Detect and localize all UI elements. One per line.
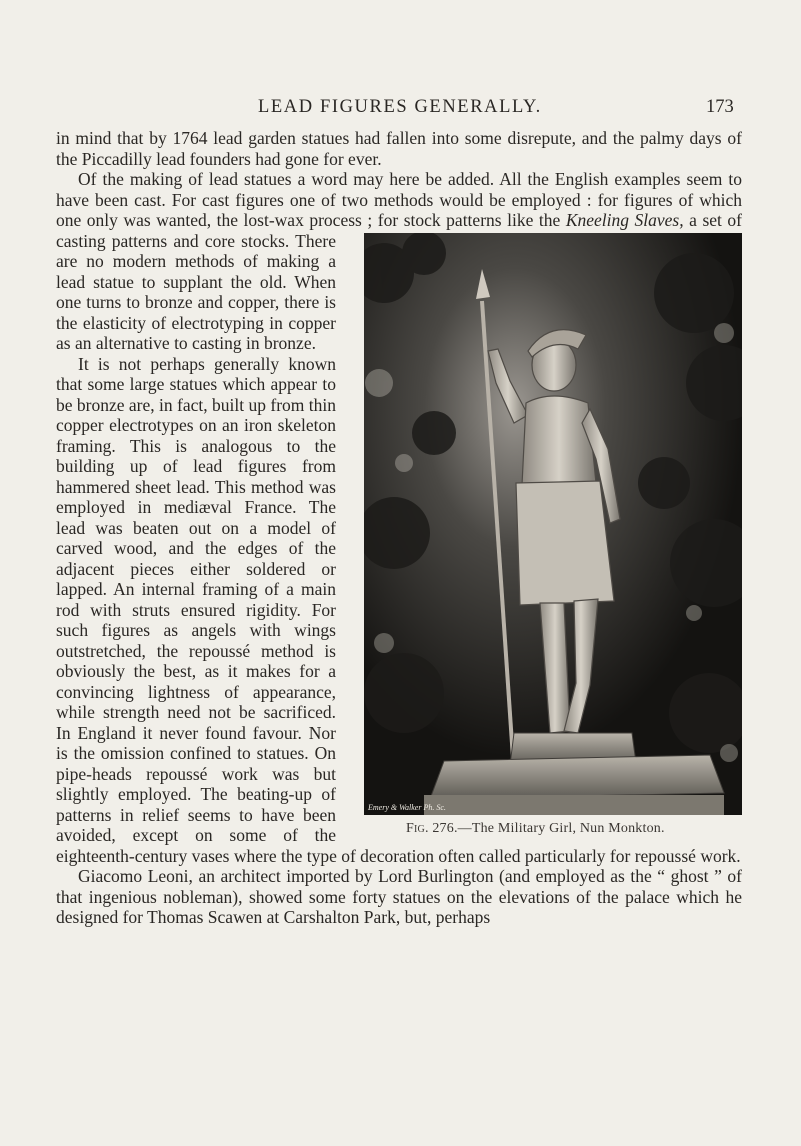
- paragraph-3: It is not perhaps generally known that some large statues which appear to be bronze are, in fact, built up from thin copper electrotypes on an iron skeleton framing. This is analogous to the building up of lead figures from hammered sheet lead. This method was employed in mediæval France. The lead was beaten out on a model of carved wood, and the edges of the adjacent pieces either soldered or lapped. An internal framing of a main rod with struts ensured rigidity. For such figures as angels with wings outstretched, the repoussé method is obviously the best, as it makes for a convincing lightness of appearance, while strength need not be sacrificed. In England it never found favour. Nor is the omission confined to statues. On pipe-heads repoussé work was but slightly employed. The beating-up of patterns in relief seems to have been avoided, except on some of the eighteenth-century vases where the type of decoration often called particularly for repoussé work.: [56, 353, 741, 866]
- figure-caption: [384, 819, 665, 840]
- figure-photograph: [364, 233, 742, 815]
- engraver-mark: Emery & Walker Ph. Sc.: [368, 802, 446, 812]
- paragraph-1: in mind that by 1764 lead garden statues had fallen into some disrepute, and the palmy days of the Piccadilly lead founders had gone for ever.: [56, 128, 742, 169]
- military-girl-statue-photo: [364, 233, 742, 815]
- running-title: LEAD FIGURES GENERALLY.: [258, 97, 542, 117]
- paragraph-2-continuation: a set of casting patterns and core stocks. There are no modern methods of making a lead statue to supplant the old. When one turns to bronze and copper, there is the elasticity of electrotyping in copper as an alternative to casting in bronze.: [56, 210, 743, 353]
- italic-title: Kneeling Slaves,: [565, 210, 684, 230]
- running-head: [0, 97, 801, 119]
- page-number: 173: [706, 97, 734, 117]
- body-text: [56, 128, 742, 928]
- figure-caption-text: 276.—The Military Girl, Nun Monkton.: [428, 820, 665, 836]
- paragraph-4: Giacomo Leoni, an architect imported by Lord Burlington (and employed as the “ ghost ” of that ingenious nobleman), showed some forty statues on the elevations of the palace which he designed for Thomas Scawen at Carshalton Park, but, perhaps: [56, 866, 742, 927]
- figure-caption-label: Fig.: [406, 820, 429, 836]
- figure: [336, 231, 742, 839]
- paragraph-2-text: Of the making of lead statues a word may here be added. All the English examples seem to have been cast. For cast figures one of two methods would be employed : for figures of which one only was wanted, the lost-wax process ; for stock patterns like the: [56, 169, 742, 230]
